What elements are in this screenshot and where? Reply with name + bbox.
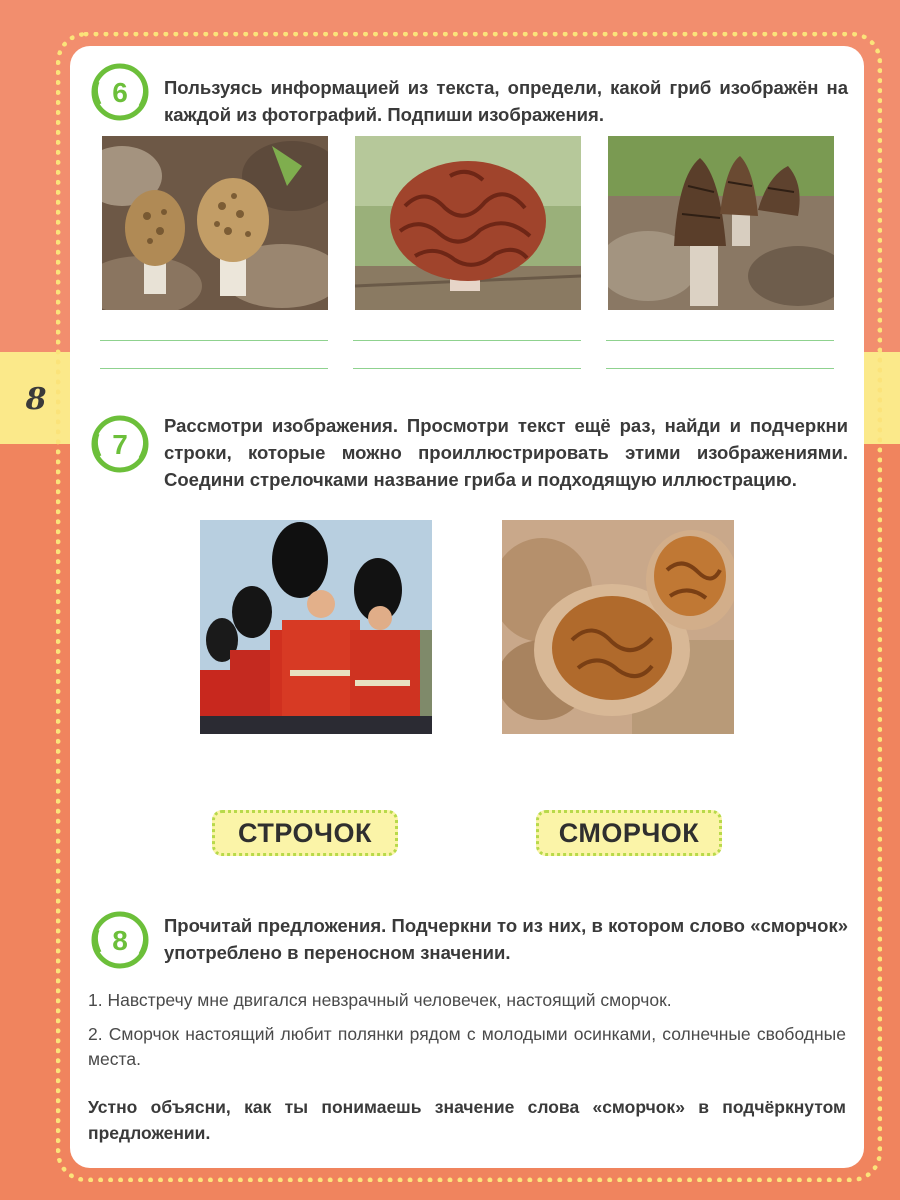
task-number-8: 8 <box>112 925 128 956</box>
sentence-1[interactable]: 1. Навстречу мне двигался невзрачный человечек, настоящий сморчок. <box>88 990 672 1010</box>
answer-line-2a[interactable] <box>353 340 581 341</box>
task-badge-8 <box>88 908 152 972</box>
task-badge-7 <box>88 412 152 476</box>
answer-line-3a[interactable] <box>606 340 834 341</box>
sentence-2[interactable]: 2. Сморчок настоящий любит полянки рядом с молодыми осинками, солнечные свободные места. <box>88 1024 846 1069</box>
answer-line-2b[interactable] <box>353 368 581 369</box>
photo-gyromitra-mushroom <box>355 136 581 310</box>
mushroom-name-smorchok[interactable]: СМОРЧОК <box>536 810 722 856</box>
task-number-6: 6 <box>112 77 128 108</box>
task8-instructions: Прочитай предложения. Подчеркни то из них, в котором слово «сморчок» употреблено в переносном значении. <box>164 915 848 963</box>
photo-royal-guards <box>200 520 432 734</box>
task-number-7: 7 <box>112 429 128 460</box>
task6-instructions: Пользуясь информацией из текста, определи, какой гриб изображён на каждой из фотографий. Подпиши изображения. <box>164 77 848 125</box>
answer-line-3b[interactable] <box>606 368 834 369</box>
photo-morel-mushrooms <box>102 136 328 310</box>
photo-conical-morels <box>608 136 834 310</box>
page-number: 8 <box>25 382 47 417</box>
task-badge-6 <box>88 60 152 124</box>
oral-explanation-task: Устно объясни, как ты понимаешь значение слова «сморчок» в подчёркнутом предложении. <box>88 1097 846 1143</box>
worksheet-card <box>70 46 864 1168</box>
answer-line-1b[interactable] <box>100 368 328 369</box>
task7-instructions: Рассмотри изображения. Просмотри текст ещё раз, найди и подчеркни строки, которые можно проиллюстрировать этими изображениями. Соедини стрелочками название гриба и подходящую иллюстрацию. <box>164 415 848 490</box>
photo-walnuts <box>502 520 734 734</box>
answer-line-1a[interactable] <box>100 340 328 341</box>
mushroom-name-strochok[interactable]: СТРОЧОК <box>212 810 398 856</box>
